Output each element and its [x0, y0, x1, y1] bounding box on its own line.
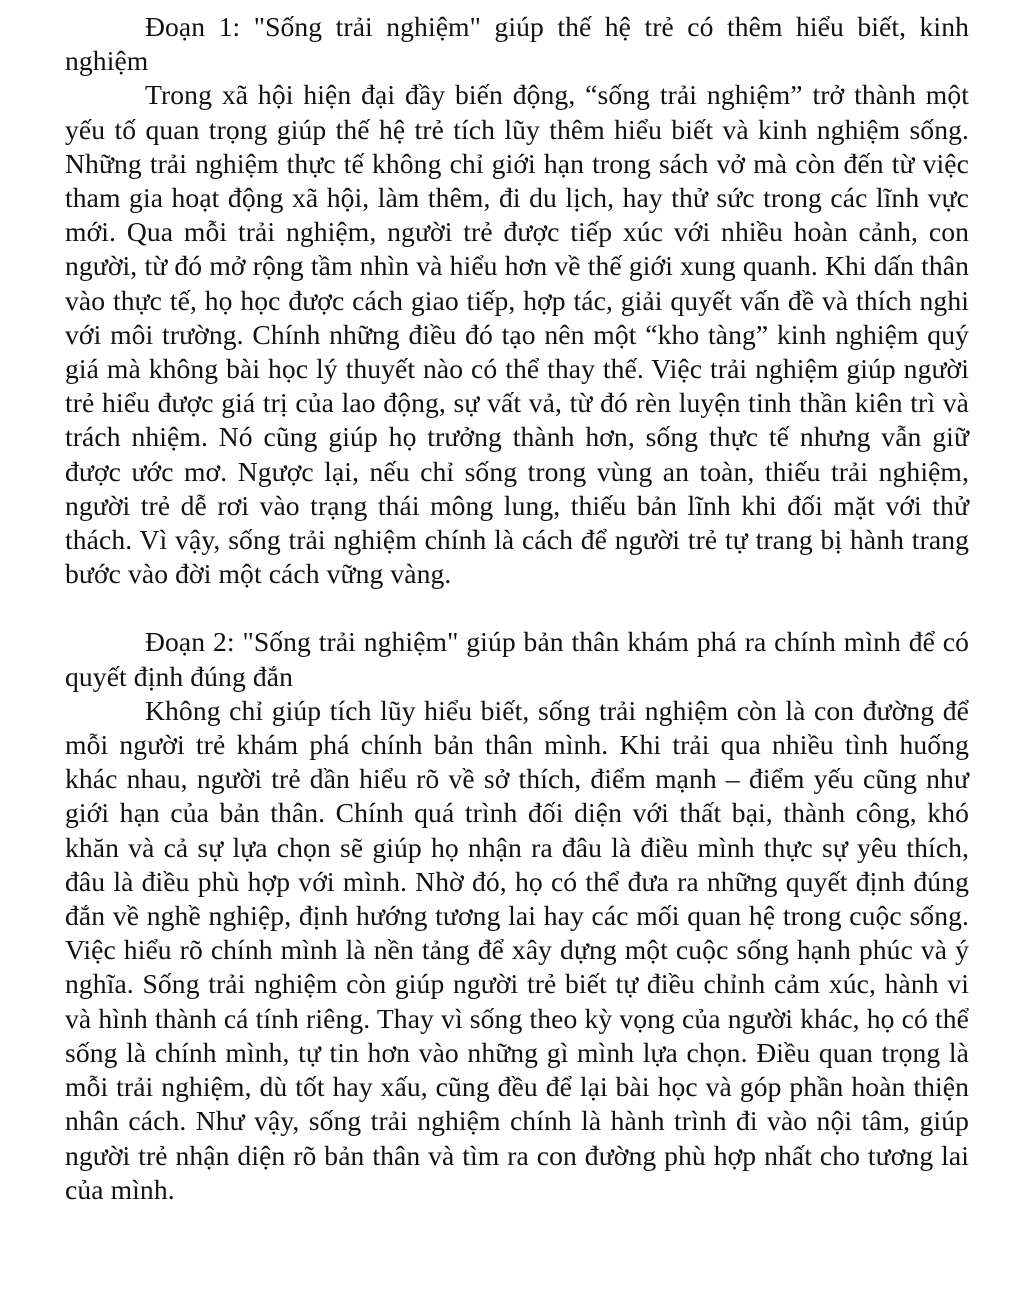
section-divider	[65, 591, 969, 625]
section-1-heading: Đoạn 1: "Sống trải nghiệm" giúp thế hệ trẻ có thêm hiểu biết, kinh nghiệm	[65, 11, 969, 77]
document-page	[65, 10, 969, 1207]
section-2-heading: Đoạn 2: "Sống trải nghiệm" giúp bản thân khám phá ra chính mình để có quyết định đúng đắn	[65, 626, 969, 692]
section-1-paragraph: Trong xã hội hiện đại đầy biến động, “sống trải nghiệm” trở thành một yếu tố quan trọng giúp thế hệ trẻ tích lũy thêm hiểu biết và kinh nghiệm sống. Những trải nghiệm thực tế không chỉ giới hạn trong sách vở mà còn đến từ việc tham gia hoạt động xã hội, làm thêm, đi du lịch, hay thử sức trong các lĩnh vực mới. Qua mỗi trải nghiệm, người trẻ được tiếp xúc với nhiều hoàn cảnh, con người, từ đó mở rộng tầm nhìn và hiểu hơn về thế giới xung quanh. Khi dấn thân vào thực tế, họ học được cách giao tiếp, hợp tác, giải quyết vấn đề và thích nghi với môi trường. Chính những điều đó tạo nên một “kho tàng” kinh nghiệm quý giá mà không bài học lý thuyết nào có thể thay thế. Việc trải nghiệm giúp người trẻ hiểu được giá trị của lao động, sự vất vả, từ đó rèn luyện tinh thần kiên trì và trách nhiệm. Nó cũng giúp họ trưởng thành hơn, sống thực tế nhưng vẫn giữ được ước mơ. Ngược lại, nếu chỉ sống trong vùng an toàn, thiếu trải nghiệm, người trẻ dễ rơi vào trạng thái mông lung, thiếu bản lĩnh khi đối mặt với thử thách. Vì vậy, sống trải nghiệm chính là cách để người trẻ tự trang bị hành trang bước vào đời một cách vững vàng.	[65, 79, 969, 590]
section-2-paragraph: Không chỉ giúp tích lũy hiểu biết, sống trải nghiệm còn là con đường để mỗi người trẻ khám phá chính bản thân mình. Khi trải qua nhiều tình huống khác nhau, người trẻ dần hiểu rõ về sở thích, điểm mạnh – điểm yếu cũng như giới hạn của bản thân. Chính quá trình đối diện với thất bại, thành công, khó khăn và cả sự lựa chọn sẽ giúp họ nhận ra đâu là điều mình thực sự yêu thích, đâu là điều phù hợp với mình. Nhờ đó, họ có thể đưa ra những quyết định đúng đắn về nghề nghiệp, định hướng tương lai hay các mối quan hệ trong cuộc sống. Việc hiểu rõ chính mình là nền tảng để xây dựng một cuộc sống hạnh phúc và ý nghĩa. Sống trải nghiệm còn giúp người trẻ biết tự điều chỉnh cảm xúc, hành vi và hình thành cá tính riêng. Thay vì sống theo kỳ vọng của người khác, họ có thể sống là chính mình, tự tin hơn vào những gì mình lựa chọn. Điều quan trọng là mỗi trải nghiệm, dù tốt hay xấu, cũng đều để lại bài học và góp phần hoàn thiện nhân cách. Như vậy, sống trải nghiệm chính là hành trình đi vào nội tâm, giúp người trẻ nhận diện rõ bản thân và tìm ra con đường phù hợp nhất cho tương lai của mình.	[65, 694, 969, 1205]
